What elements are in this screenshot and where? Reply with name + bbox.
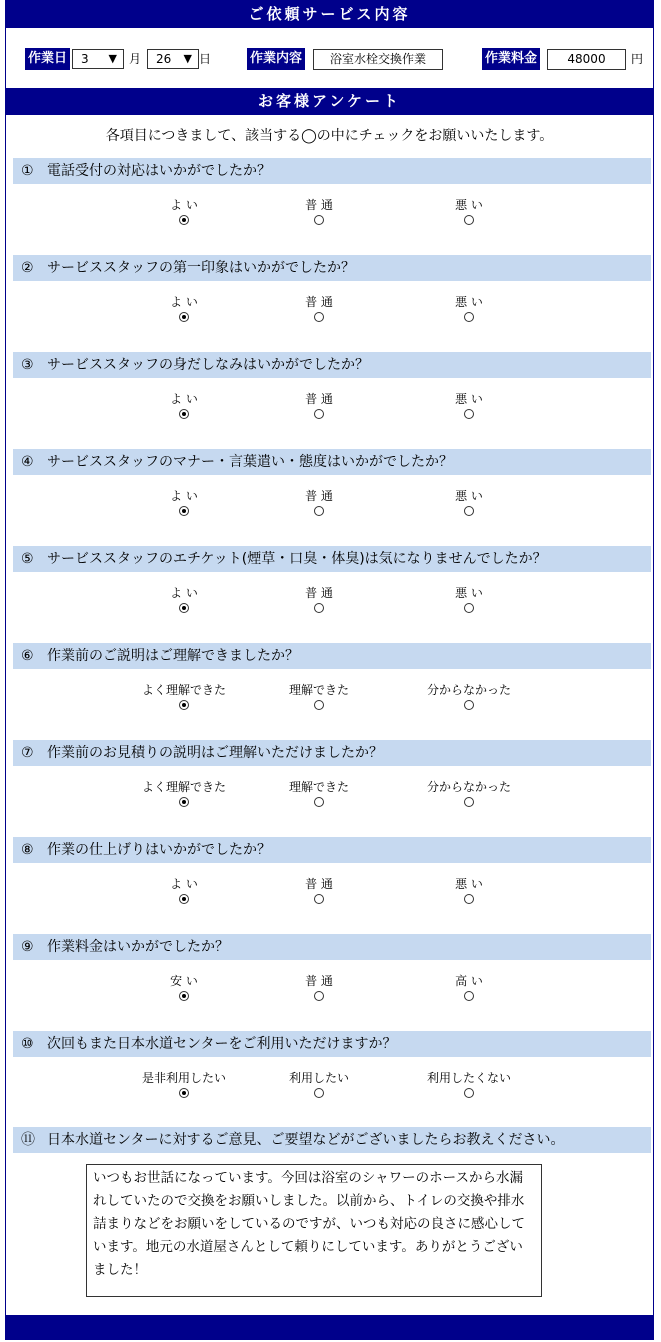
question-text: 作業料金はいかがでしたか？ <box>47 939 229 955</box>
radio-icon[interactable] <box>464 1088 474 1098</box>
radio-icon[interactable] <box>179 409 189 419</box>
question-number: ⑥ <box>21 648 34 664</box>
service-header: ご依頼サービス内容 <box>6 1 653 28</box>
footer-bar <box>6 1315 653 1339</box>
fee-unit: 円 <box>631 52 644 66</box>
work-content-label: 作業内容 <box>247 48 305 70</box>
radio-icon[interactable] <box>179 894 189 904</box>
question-text: 作業前のお見積りの説明はご理解いただけましたか？ <box>47 745 383 761</box>
option-9-2[interactable] <box>259 973 379 1004</box>
month-value: 3 <box>81 52 89 66</box>
option-label: 普 通 <box>305 877 333 891</box>
option-9-3[interactable] <box>409 973 529 1004</box>
option-label: 悪 い <box>455 489 483 503</box>
question-number: ② <box>21 260 34 276</box>
question-10 <box>13 1031 651 1057</box>
question-number: ③ <box>21 357 34 373</box>
option-2-3[interactable] <box>409 294 529 325</box>
day-value: 26 <box>156 52 172 66</box>
option-1-1[interactable] <box>124 197 244 228</box>
question-text: 日本水道センターに対するご意見、ご要望などがございましたらお教えください。 <box>47 1132 565 1148</box>
option-label: 理解できた <box>288 780 349 794</box>
option-label: 理解できた <box>288 683 349 697</box>
radio-icon[interactable] <box>464 991 474 1001</box>
option-2-2[interactable] <box>259 294 379 325</box>
work-fee-label: 作業料金 <box>482 48 540 70</box>
option-label: 普 通 <box>305 295 333 309</box>
option-3-2[interactable] <box>259 391 379 422</box>
radio-icon[interactable] <box>464 603 474 613</box>
radio-icon[interactable] <box>179 506 189 516</box>
radio-icon[interactable] <box>464 894 474 904</box>
month-select[interactable] <box>72 49 124 69</box>
option-7-2[interactable] <box>259 779 379 810</box>
radio-icon[interactable] <box>179 215 189 225</box>
option-label: 利用したい <box>288 1071 349 1085</box>
question-number: ⑧ <box>21 842 34 858</box>
question-number: ④ <box>21 454 34 470</box>
radio-icon[interactable] <box>179 312 189 322</box>
option-label: 悪 い <box>455 392 483 406</box>
survey-header: お客様アンケート <box>6 88 653 115</box>
radio-icon[interactable] <box>314 215 324 225</box>
radio-icon[interactable] <box>464 409 474 419</box>
question-3 <box>13 352 651 378</box>
day-select[interactable] <box>147 49 199 69</box>
question-2 <box>13 255 651 281</box>
option-label: よ い <box>170 392 198 406</box>
day-unit: 日 <box>199 52 212 66</box>
option-9-1[interactable] <box>124 973 244 1004</box>
option-1-2[interactable] <box>259 197 379 228</box>
question-text: 次回もまた日本水道センターをご利用いただけますか？ <box>47 1036 397 1052</box>
question-7 <box>13 740 651 766</box>
option-label: 悪 い <box>455 295 483 309</box>
question-text: 作業の仕上げりはいかがでしたか？ <box>47 842 271 858</box>
radio-icon[interactable] <box>314 1088 324 1098</box>
radio-icon[interactable] <box>314 312 324 322</box>
option-4-3[interactable] <box>409 488 529 519</box>
question-number: ⑦ <box>21 745 34 761</box>
option-label: よく理解できた <box>141 683 226 697</box>
option-4-2[interactable] <box>259 488 379 519</box>
radio-icon[interactable] <box>464 215 474 225</box>
option-10-2[interactable] <box>259 1070 379 1101</box>
comment-box[interactable]: いつもお世話になっています。今回は浴室のシャワーのホースから水漏れしていたので交換をお願いしました。以前から、トイレの交換や排水詰まりなどをお願いをしているのですが、いつも対応の良さに感心しています。地元の水道屋さんとして頼りにしています。ありがとうございました！ <box>86 1164 542 1297</box>
option-10-3[interactable] <box>409 1070 529 1101</box>
comment-question <box>13 1127 651 1153</box>
option-5-1[interactable] <box>124 585 244 616</box>
option-label: よ い <box>170 295 198 309</box>
question-text: サービススタッフのエチケット(煙草・口臭・体臭)は気になりませんでしたか？ <box>47 551 547 567</box>
radio-icon[interactable] <box>314 991 324 1001</box>
question-number: ① <box>21 163 34 179</box>
option-label: 普 通 <box>305 489 333 503</box>
chevron-down-icon: ▼ <box>183 52 192 65</box>
option-label: 安 い <box>170 974 198 988</box>
question-5 <box>13 546 651 572</box>
radio-icon[interactable] <box>179 1088 189 1098</box>
option-1-3[interactable] <box>409 197 529 228</box>
option-label: よ い <box>170 877 198 891</box>
option-6-2[interactable] <box>259 682 379 713</box>
question-number: ⑪ <box>21 1132 35 1148</box>
radio-icon[interactable] <box>314 700 324 710</box>
option-5-2[interactable] <box>259 585 379 616</box>
option-8-1[interactable] <box>124 876 244 907</box>
radio-icon[interactable] <box>179 700 189 710</box>
survey-intro: 各項目につきまして、該当する◯の中にチェックをお願いいたします。 <box>105 128 554 144</box>
chevron-down-icon: ▼ <box>108 52 117 65</box>
radio-icon[interactable] <box>464 312 474 322</box>
work-fee-field[interactable]: 48000 <box>547 49 626 70</box>
option-7-3[interactable] <box>409 779 529 810</box>
option-label: よ い <box>170 489 198 503</box>
option-label: 普 通 <box>305 198 333 212</box>
option-label: 悪 い <box>455 586 483 600</box>
question-8 <box>13 837 651 863</box>
radio-icon[interactable] <box>314 409 324 419</box>
option-label: 普 通 <box>305 974 333 988</box>
option-label: 普 通 <box>305 586 333 600</box>
question-text: 電話受付の対応はいかがでしたか？ <box>47 163 271 179</box>
option-8-2[interactable] <box>259 876 379 907</box>
radio-icon[interactable] <box>314 506 324 516</box>
option-label: 高 い <box>455 974 483 988</box>
question-6 <box>13 643 651 669</box>
radio-icon[interactable] <box>179 797 189 807</box>
option-label: 普 通 <box>305 392 333 406</box>
option-4-1[interactable] <box>124 488 244 519</box>
work-content-field[interactable]: 浴室水栓交換作業 <box>313 49 443 70</box>
radio-icon[interactable] <box>179 991 189 1001</box>
option-label: よ い <box>170 586 198 600</box>
radio-icon[interactable] <box>464 700 474 710</box>
option-3-1[interactable] <box>124 391 244 422</box>
option-label: よ い <box>170 198 198 212</box>
radio-icon[interactable] <box>314 603 324 613</box>
month-unit: 月 <box>129 52 142 66</box>
option-3-3[interactable] <box>409 391 529 422</box>
option-label: 悪 い <box>455 198 483 212</box>
option-6-3[interactable] <box>409 682 529 713</box>
radio-icon[interactable] <box>179 603 189 613</box>
question-number: ⑨ <box>21 939 34 955</box>
option-label: よく理解できた <box>141 780 226 794</box>
option-label: 分からなかった <box>426 683 511 697</box>
question-text: サービススタッフのマナー・言葉遣い・態度はいかがでしたか？ <box>47 454 453 470</box>
question-text: サービススタッフの第一印象はいかがでしたか？ <box>47 260 355 276</box>
question-number: ⑤ <box>21 551 34 567</box>
question-4 <box>13 449 651 475</box>
question-number: ⑩ <box>21 1036 34 1052</box>
radio-icon[interactable] <box>464 506 474 516</box>
option-6-1[interactable] <box>124 682 244 713</box>
question-1 <box>13 158 651 184</box>
radio-icon[interactable] <box>314 797 324 807</box>
option-5-3[interactable] <box>409 585 529 616</box>
work-date-label: 作業日 <box>25 48 70 70</box>
option-2-1[interactable] <box>124 294 244 325</box>
question-9 <box>13 934 651 960</box>
option-10-1[interactable] <box>124 1070 244 1101</box>
option-7-1[interactable] <box>124 779 244 810</box>
question-text: 作業前のご説明はご理解できましたか？ <box>47 648 299 664</box>
option-label: 分からなかった <box>426 780 511 794</box>
option-8-3[interactable] <box>409 876 529 907</box>
question-text: サービススタッフの身だしなみはいかがでしたか？ <box>47 357 369 373</box>
option-label: 悪 い <box>455 877 483 891</box>
option-label: 利用したくない <box>426 1071 511 1085</box>
service-form <box>5 0 654 1340</box>
radio-icon[interactable] <box>314 894 324 904</box>
radio-icon[interactable] <box>464 797 474 807</box>
option-label: 是非利用したい <box>141 1071 226 1085</box>
